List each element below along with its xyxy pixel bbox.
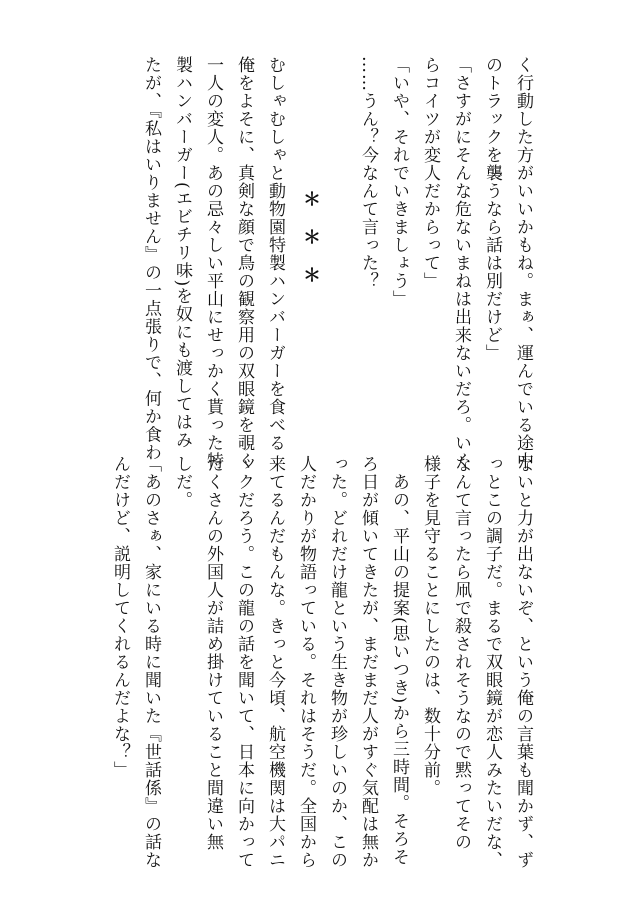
- section-separator: ＊＊＊: [300, 190, 321, 304]
- lower-text-block: [104, 455, 538, 869]
- text-column: あの、平山の提案(思いつき)から三時間。そろそ: [389, 455, 409, 867]
- text-column: ないと力が出ないぞ、という俺の言葉も聞かず、ず: [513, 455, 533, 869]
- text-column: 「さすがにそんな危ないまねは出来ないだろ。いく: [451, 56, 471, 470]
- text-column: ろ日が傾いてきたが、まだまだ人がすぐ気配は無か: [358, 455, 378, 869]
- text-column: 来てるんだもんな。きっと今頃、航空機関は大パニ: [265, 455, 285, 869]
- text-column: たくさんの外国人が詰め掛けていること間違い無: [203, 455, 223, 851]
- text-column: のトラックを襲うなら話は別だけど」: [482, 56, 502, 362]
- upper-text-block: [135, 56, 538, 470]
- text-column: 「あのさぁ、家にいる時に聞いた『世話係』の話な: [141, 455, 161, 869]
- text-column: ……うん？今なんて言った？: [358, 56, 378, 290]
- text-column: むしゃむしゃと動物園特製ハンバーガーを食べる: [265, 56, 285, 452]
- text-column: った。どれだけ龍という生き物が珍しいのか、この: [327, 455, 347, 869]
- text-column: 人だかりが物語っている。それはそうだ。全国から: [296, 455, 316, 869]
- text-column: しだ。: [172, 455, 192, 509]
- text-column: たが、『私はいりません』の一点張りで、何か食わ: [141, 56, 161, 462]
- text-column: っとこの調子だ。まるで双眼鏡が恋人みたいだな、: [482, 455, 502, 869]
- text-column: 製ハンバーガー(エビチリ味)を奴にも渡してはみ: [172, 56, 192, 450]
- text-column: 「いや、それでいきましょう」: [389, 56, 409, 308]
- text-column: く行動した方がいいかもね。まぁ、運んでいる途中: [513, 56, 533, 470]
- text-column: らコイツが変人だからって」: [420, 56, 440, 290]
- text-column: 俺をよそに、真剣な顔で鳥の観察用の双眼鏡を覗く: [234, 56, 254, 470]
- text-column: なんて言ったら凧で殺されそうなので黙ってその: [451, 455, 471, 851]
- text-column: 様子を見守ることにしたのは、数十分前。: [420, 455, 440, 797]
- text-column: んだけど、説明してくれるんだよな？」: [110, 455, 130, 779]
- text-column: ックだろう。この龍の話を聞いて、日本に向かって: [234, 455, 254, 869]
- text-column: 一人の変人。あの忌々しい平山にせっかく貰った特: [203, 56, 223, 470]
